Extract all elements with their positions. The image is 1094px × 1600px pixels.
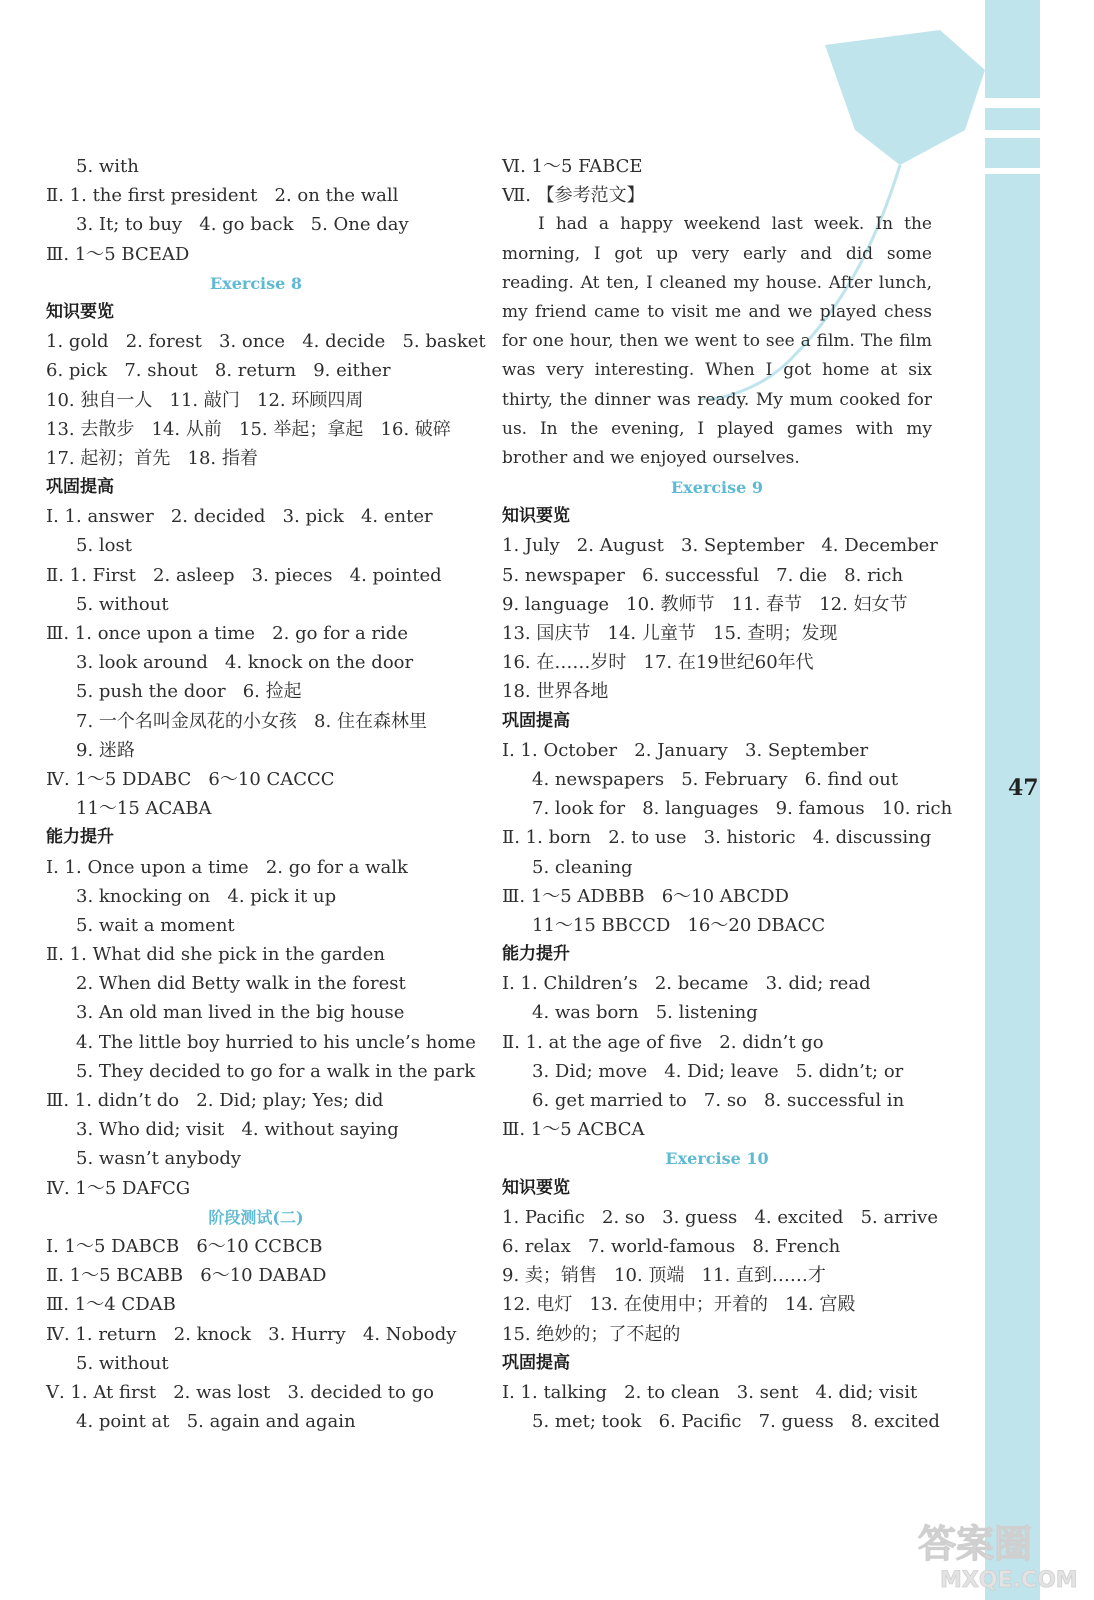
answer-line: Ⅱ. 1. What did she pick in the garden [46, 944, 385, 966]
svg-text:答案圈: 答案圈 [918, 1521, 1033, 1566]
answer-line: Ⅱ. 1. First 2. asleep 3. pieces 4. pointed [46, 564, 442, 586]
page-number: 47 [1008, 775, 1039, 801]
right-answers [502, 473, 953, 1436]
answer-line: 4. point at 5. again and again [76, 1411, 356, 1433]
answer-line: 3. Did; move 4. Did; leave 5. didn’t; or [532, 1060, 904, 1082]
section-heading: 能力提升 [502, 944, 570, 965]
stripe-gap [985, 98, 1040, 108]
answer-line: Ⅴ. 1. At first 2. was lost 3. decided to go [46, 1381, 434, 1403]
answer-line: Ⅲ. 1～5 ADBBB 6～10 ABCDD [502, 885, 789, 907]
answer-line: 7. 一个名叫金凤花的小女孩 8. 住在森林里 [76, 710, 427, 732]
answer-line: 9. language 10. 教师节 11. 春节 12. 妇女节 [502, 593, 908, 615]
essay-line: I had a happy weekend last week. In the [538, 214, 932, 235]
answer-line: 5. wasn’t anybody [76, 1148, 242, 1170]
answer-line: 6. get married to 7. so 8. successful in [532, 1090, 905, 1111]
essay-line: thirty, the dinner was ready. My mum cooked for [502, 389, 932, 410]
answer-line: 7. look for 8. languages 9. famous 10. rich [532, 798, 953, 820]
section-title: Exercise 8 [209, 273, 303, 293]
answer-line: Ⅶ. 【参考范文】 [502, 185, 645, 207]
answer-line: 4. newspapers 5. February 6. find out [532, 768, 899, 790]
answer-line: Ⅱ. 1. at the age of five 2. didn’t go [502, 1031, 824, 1053]
left-column [46, 152, 486, 1436]
answer-line: 3. An old man lived in the big house [76, 1002, 405, 1024]
answer-line: 12. 电灯 13. 在使用中；开着的 14. 宫殿 [502, 1294, 856, 1316]
answer-line: 3. look around 4. knock on the door [76, 652, 414, 674]
answer-line: Ⅲ. 1. didn’t do 2. Did; play; Yes; did [46, 1090, 384, 1111]
answer-line: Ⅱ. 1. the first president 2. on the wall [46, 185, 399, 207]
answer-line: 18. 世界各地 [502, 681, 609, 703]
answer-line: 5. wait a moment [76, 914, 235, 936]
section-heading: 知识要览 [46, 301, 114, 322]
answer-line: Ⅱ. 1. born 2. to use 3. historic 4. discussing [502, 827, 932, 849]
essay-line: my friend came to visit me and we played chess [502, 301, 932, 322]
answer-line: 3. Who did; visit 4. without saying [76, 1119, 399, 1141]
essay-line: was very interesting. When I got home at six [502, 360, 932, 381]
answer-line: Ⅰ. 1. answer 2. decided 3. pick 4. enter [46, 506, 433, 528]
answer-line: 16. 在……岁时 17. 在19世纪60年代 [502, 652, 814, 674]
answer-line: 5. without [76, 593, 169, 615]
answer-line: 5. with [76, 156, 139, 177]
section-heading: 巩固提高 [502, 710, 570, 731]
answer-line: Ⅲ. 1～5 BCEAD [46, 243, 190, 265]
answer-line: Ⅳ. 1. return 2. knock 3. Hurry 4. Nobody [46, 1323, 457, 1345]
answer-line: 4. was born 5. listening [532, 1002, 758, 1024]
answer-line: 4. The little boy hurried to his uncle’s home [76, 1031, 476, 1053]
answer-line: 13. 国庆节 14. 儿童节 15. 查明；发现 [502, 623, 838, 644]
answer-line: 17. 起初；首先 18. 指着 [46, 447, 258, 469]
essay-line: us. In the evening, I played games with my [502, 418, 932, 439]
answer-line: 11～15 BBCCD 16～20 DBACC [532, 914, 826, 936]
section-heading: 巩固提高 [46, 477, 114, 498]
answer-line: Ⅳ. 1～5 DDABC 6～10 CACCC [46, 768, 335, 790]
answer-line: Ⅰ. 1. October 2. January 3. September [502, 739, 869, 761]
answer-line: 9. 迷路 [76, 739, 135, 761]
section-title: 阶段测试(二) [208, 1207, 304, 1227]
answer-line: 5. met; took 6. Pacific 7. guess 8. excited [532, 1411, 940, 1433]
section-heading: 能力提升 [46, 827, 114, 848]
answer-line: Ⅰ. 1. Once upon a time 2. go for a walk [46, 856, 408, 878]
answer-line: 15. 绝妙的；了不起的 [502, 1323, 681, 1345]
answer-line: Ⅲ. 1～4 CDAB [46, 1294, 176, 1316]
model-essay [502, 210, 932, 473]
section-title: Exercise 9 [670, 478, 764, 498]
section-heading: 知识要览 [502, 1177, 570, 1198]
essay-line: reading. At ten, I cleaned my house. After lunch, [502, 272, 932, 293]
answer-line: 1. Pacific 2. so 3. guess 4. excited 5. arrive [502, 1206, 938, 1228]
answer-line: 6. relax 7. world-famous 8. French [502, 1235, 841, 1257]
section-heading: 知识要览 [502, 506, 570, 527]
answer-line: 5. They decided to go for a walk in the park [76, 1060, 476, 1082]
answer-line: Ⅲ. 1. once upon a time 2. go for a ride [46, 623, 408, 644]
section-title: Exercise 10 [665, 1149, 769, 1169]
answer-line: 13. 去散步 14. 从前 15. 举起；拿起 16. 破碎 [46, 418, 451, 440]
answer-line: 10. 独自一人 11. 敲门 12. 环顾四周 [46, 389, 364, 411]
right-column [502, 152, 953, 1436]
answer-line: 5. newspaper 6. successful 7. die 8. rich [502, 564, 904, 586]
essay-line: morning, I got up very early and did some [502, 243, 932, 264]
answer-line: 3. It; to buy 4. go back 5. One day [76, 214, 409, 236]
answer-line: Ⅲ. 1～5 ACBCA [502, 1119, 645, 1141]
answer-line: 5. without [76, 1352, 169, 1374]
answer-line: Ⅰ. 1～5 DABCB 6～10 CCBCB [46, 1235, 323, 1257]
svg-text:MXQE.COM: MXQE.COM [940, 1568, 1078, 1593]
answer-line: 2. When did Betty walk in the forest [76, 973, 406, 995]
answer-line: Ⅰ. 1. talking 2. to clean 3. sent 4. did; visit [502, 1381, 918, 1403]
answer-line: Ⅰ. 1. Children’s 2. became 3. did; read [502, 973, 871, 995]
answer-line: 6. pick 7. shout 8. return 9. either [46, 360, 391, 382]
answer-line: 1. gold 2. forest 3. once 4. decide 5. basket [46, 331, 486, 353]
answer-line: Ⅱ. 1～5 BCABB 6～10 DABAD [46, 1265, 327, 1287]
answer-line: 3. knocking on 4. pick it up [76, 885, 337, 907]
answer-line: 5. push the door 6. 捡起 [76, 681, 302, 703]
answer-line: 9. 卖；销售 10. 顶端 11. 直到……才 [502, 1265, 826, 1287]
right-top-section [502, 152, 932, 210]
answer-line: Ⅳ. 1～5 DAFCG [46, 1177, 191, 1199]
essay-line: brother and we enjoyed ourselves. [502, 447, 800, 468]
essay-line: for one hour, then we went to see a film. The film [502, 331, 932, 352]
stripe-gap [985, 130, 1040, 138]
stripe-gap [985, 168, 1040, 174]
watermark-logo [910, 1505, 1080, 1595]
answer-line: 1. July 2. August 3. September 4. December [502, 535, 938, 557]
answer-line: 5. cleaning [532, 856, 633, 878]
answer-line: 11～15 ACABA [76, 798, 212, 820]
answer-line: 5. lost [76, 535, 132, 557]
answer-line: Ⅵ. 1～5 FABCE [502, 156, 643, 177]
section-heading: 巩固提高 [502, 1352, 570, 1373]
